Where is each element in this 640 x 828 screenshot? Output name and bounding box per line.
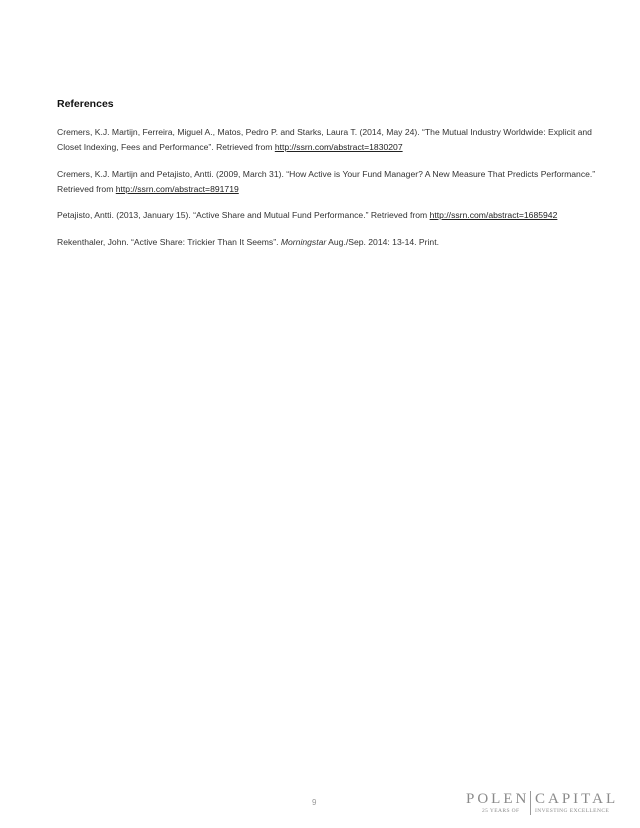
- references-heading: References: [57, 98, 114, 110]
- reference-item: [57, 167, 597, 196]
- reference-link[interactable]: http://ssrn.com/abstract=1830207: [274, 141, 403, 152]
- page-number: 9: [312, 798, 317, 807]
- reference-link[interactable]: http://ssrn.com/abstract=1685942: [429, 210, 558, 220]
- reference-item: [57, 235, 597, 250]
- reference-item: [57, 208, 597, 223]
- logo-word-right: CAPITAL: [535, 791, 619, 807]
- reference-link[interactable]: http://ssrn.com/abstract=891719: [115, 183, 239, 194]
- logo-tagline-left: 25 YEARS OF: [482, 808, 520, 814]
- logo-word-left: POLEN: [466, 791, 530, 807]
- logo-divider: [530, 791, 531, 815]
- polen-capital-logo: [466, 791, 619, 817]
- publication-title: Morningstar: [280, 237, 327, 247]
- reference-text: Petajisto, Antti. (2013, January 15). “Active Share and Mutual Fund Performance.” Retrieved from: [57, 210, 430, 220]
- reference-text: Rekenthaler, John. “Active Share: Trickier Than It Seems”.: [57, 237, 281, 247]
- reference-item: [57, 125, 597, 154]
- logo-tagline-right: INVESTING EXCELLENCE: [535, 808, 610, 814]
- reference-text: Cremers, K.J. Martijn and Petajisto, Antti. (2009, March 31). “How Active is Your Fund Manager? A New Measure That Predicts Performance.” Retrieved from: [57, 169, 596, 194]
- reference-text-after: Aug./Sep. 2014: 13-14. Print.: [326, 237, 439, 247]
- reference-text: Cremers, K.J. Martijn, Ferreira, Miguel A., Matos, Pedro P. and Starks, Laura T. (2014, May 24). “The Mutual Industry Worldwide: Explicit and Closet Indexing, Fees and Performance”. Retrieved from: [57, 127, 592, 152]
